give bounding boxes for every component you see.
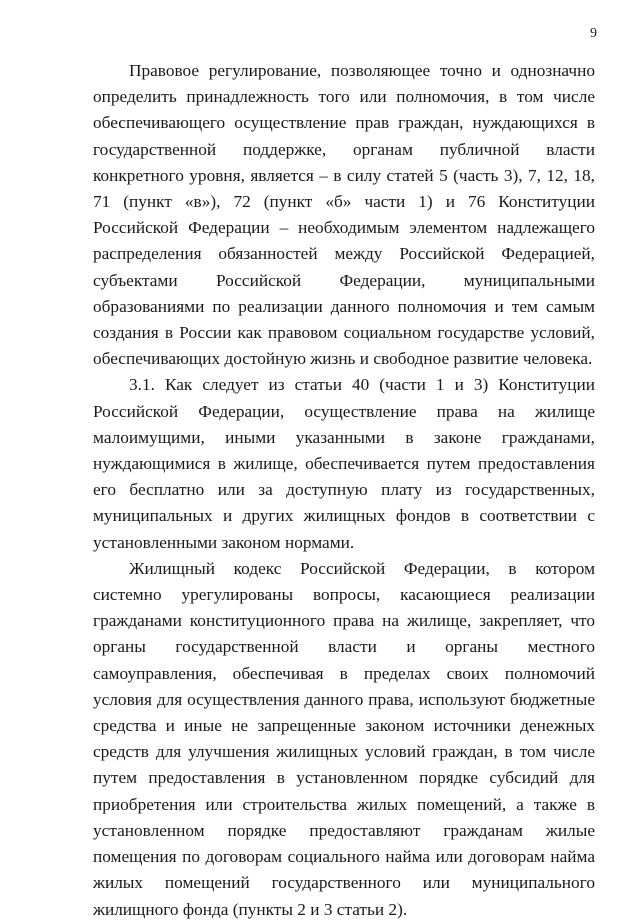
- paragraph-section-3-1: 3.1. Как следует из статьи 40 (части 1 и 3) Конституции Российской Федерации, осуществление права на жилище малоимущими, иными указанными в законе гражданами, нуждающимися в жилище, обеспечивается путем предоставления его бесплатно или за доступную плату из государственных, муниципальных и других жилищных фондов в соответствии с установленными законом нормами.: [93, 375, 595, 552]
- paragraph-legal-regulation: Правовое регулирование, позволяющее точно и однозначно определить принадлежность того или полномочия, в том числе обеспечивающего осуществление прав граждан, нуждающихся в государственной поддержке, органам публичной власти конкретного уровня, является – в силу статей 5 (часть 3), 7, 12, 18, 71 (пункт «в»), 72 (пункт «б» части 1) и 76 Конституции Российской Федерации – необходимым элементом надлежащего распределения обязанностей между Российской Федерацией, субъектами Российской Федерации, муниципальными образованиями по реализации данного полномочия и тем самым создания в России как правовом социальном государстве условий, обеспечивающих достойную жизнь и свободное развитие человека.: [93, 61, 595, 369]
- document-body: [93, 58, 595, 923]
- page-number: 9: [590, 26, 597, 41]
- paragraph-housing-code: Жилищный кодекс Российской Федерации, в котором системно урегулированы вопросы, касающиеся реализации гражданами конституционного права на жилище, закрепляет, что органы государственной власти и органы местного самоуправления, обеспечивая в пределах своих полномочий условия для осуществления данного права, используют бюджетные средства и иные не запрещенные законом источники денежных средств для улучшения жилищных условий граждан, в том числе путем предоставления в установленном порядке субсидий для приобретения или строительства жилых помещений, а также в установленном порядке предоставляют гражданам жилые помещения по договорам социального найма или договорам найма жилых помещений государственного или муниципального жилищного фонда (пункты 2 и 3 статьи 2).: [93, 558, 595, 919]
